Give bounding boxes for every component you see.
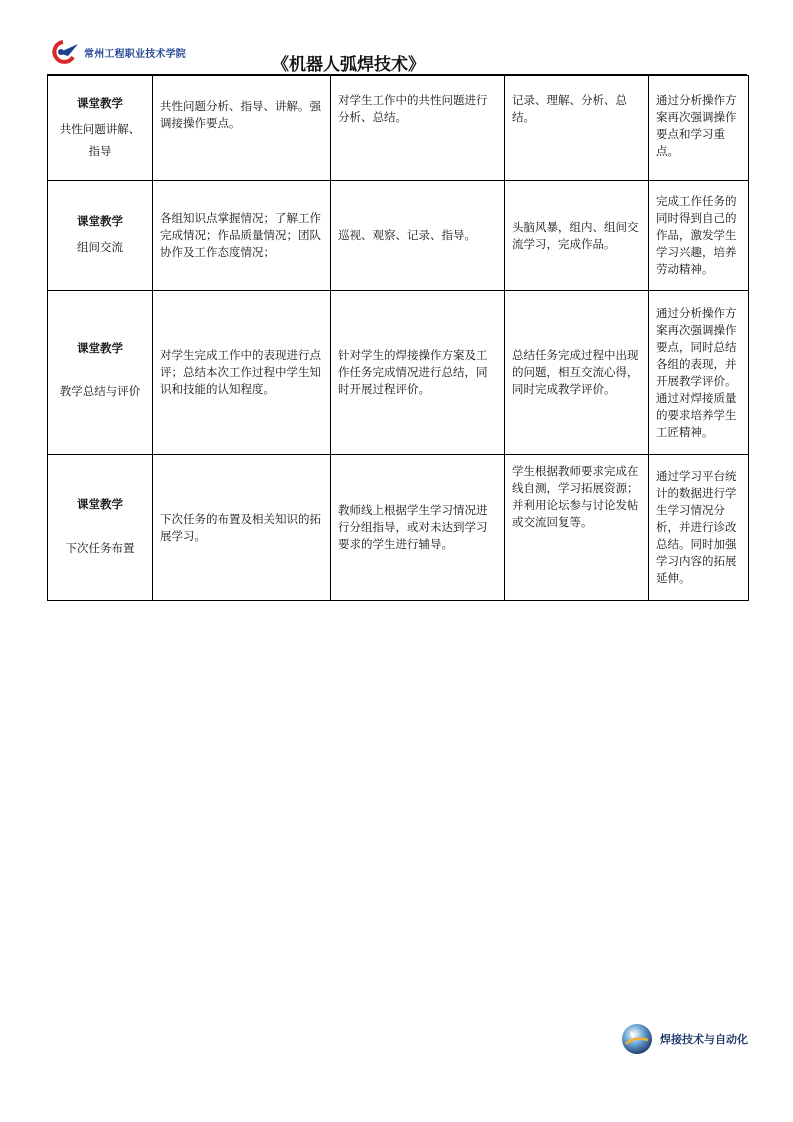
student-activity-cell: 头脑风暴，组内、组间交流学习，完成作品。 [505,181,649,291]
design-intent-cell: 通过学习平台统计的数据进行学生学习情况分析，并进行诊改总结。同时加强学习内容的拓展延伸。 [649,455,749,601]
design-intent-cell: 通过分析操作方案再次强调操作要点，同时总结各组的表现，并开展教学评价。通过对焊接质量的要求培养学生工匠精神。 [649,291,749,455]
content-cell: 对学生完成工作中的表现进行点评；总结本次工作过程中学生知识和技能的认知程度。 [153,291,331,455]
lesson-plan-table [47,75,749,601]
teacher-activity-cell: 教师线上根据学生学习情况进行分组指导，或对未达到学习要求的学生进行辅导。 [331,455,505,601]
teacher-activity-cell: 巡视、观察、记录、指导。 [331,181,505,291]
table-row [48,291,749,455]
teacher-activity-cell: 对学生工作中的共性问题进行分析、总结。 [331,76,505,181]
student-activity-cell: 学生根据教师要求完成在线自测，学习拓展资源；并利用论坛参与讨论发帖或交流回复等。 [505,455,649,601]
school-name: 常州工程职业技术学院 [84,48,186,60]
table-row [48,181,749,291]
stage-cell: 课堂教学 教学总结与评价 [48,291,153,455]
stage-cell: 课堂教学 下次任务布置 [48,455,153,601]
document-title: 《机器人弧焊技术》 [272,55,425,75]
stage-cell: 课堂教学 共性问题讲解、指导 [48,76,153,181]
design-intent-cell: 通过分析操作方案再次强调操作要点和学习重点。 [649,76,749,181]
content-cell: 下次任务的布置及相关知识的拓展学习。 [153,455,331,601]
content-cell: 共性问题分析、指导、讲解。强调接操作要点。 [153,76,331,181]
student-activity-cell: 总结任务完成过程中出现的问题，相互交流心得，同时完成教学评价。 [505,291,649,455]
footer-brand-text: 焊接技术与自动化 [660,1033,748,1046]
content-cell: 各组知识点掌握情况；了解工作完成情况；作品质量情况；团队协作及工作态度情况； [153,181,331,291]
student-activity-cell: 记录、理解、分析、总结。 [505,76,649,181]
table-row [48,455,749,601]
globe-icon [620,1022,654,1056]
design-intent-cell: 完成工作任务的同时得到自己的作品，激发学生学习兴趣，培养劳动精神。 [649,181,749,291]
footer-brand [620,1022,748,1056]
teacher-activity-cell: 针对学生的焊接操作方案及工作任务完成情况进行总结，同时开展过程评价。 [331,291,505,455]
stage-cell: 课堂教学 组间交流 [48,181,153,291]
table-row [48,76,749,181]
